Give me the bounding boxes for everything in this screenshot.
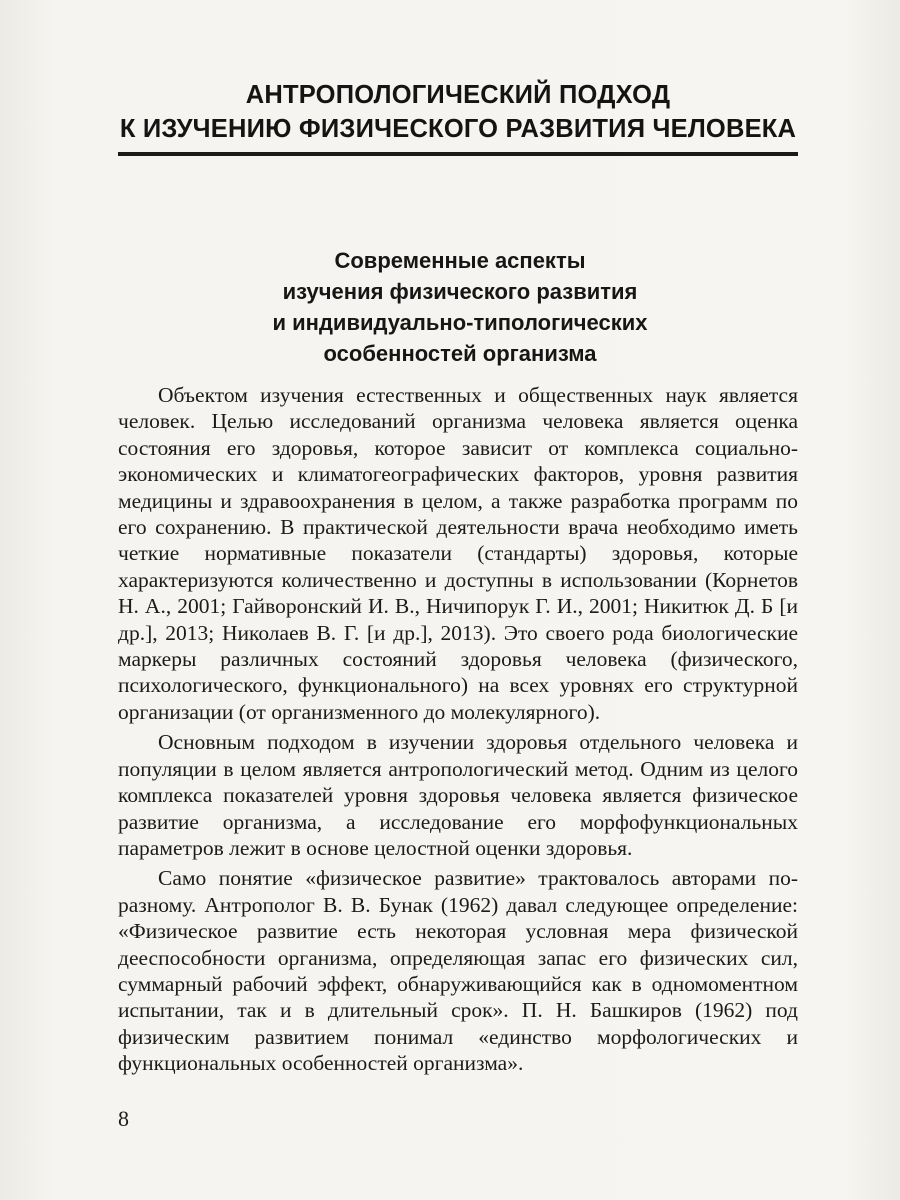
section-heading-line-4: особенностей организма bbox=[323, 341, 597, 366]
section-heading-line-1: Современные аспекты bbox=[334, 248, 586, 273]
body-text bbox=[118, 382, 798, 1081]
paragraph-3: Само понятие «физическое развитие» трактовалось авторами по-разному. Антрополог В. В. Бунак (1962) давал следующее определение: «Физическое развитие есть некоторая условная мера физической дееспособности организма, определяющая запас его физических сил, суммарный рабочий эффект, обнаруживающийся как в одномоментном испытании, так и в длительный срок». П. Н. Башкиров (1962) под физическим развитием понимал «единство морфологических и функциональных особенностей организма». bbox=[118, 866, 798, 1076]
chapter-title-line-2: К ИЗУЧЕНИЮ ФИЗИЧЕСКОГО РАЗВИТИЯ ЧЕЛОВЕКА bbox=[119, 115, 797, 143]
chapter-header bbox=[118, 78, 798, 146]
section-heading-line-3: и индивидуально-типологических bbox=[272, 310, 648, 335]
header-rule bbox=[118, 152, 798, 156]
paragraph-2: Основным подходом в изучении здоровья отдельного человека и популяции в целом является антропологический метод. Одним из целого комплекса показателей уровня здоровья человека является физическое развитие организма, а исследование его морфофункциональных параметров лежит в основе целостной оценки здоровья. bbox=[118, 730, 798, 860]
page-number: 8 bbox=[118, 1106, 129, 1131]
section-heading bbox=[160, 245, 760, 369]
paragraph-1: Объектом изучения естественных и общественных наук является человек. Целью исследований организма человека является оценка состояния его здоровья, которое зависит от комплекса социально-экономических и климатогеографических факторов, уровня развития медицины и здравоохранения в целом, а также разработка программ по его сохранению. В практической деятельности врача необходимо иметь четкие нормативные показатели (стандарты) здоровья, которые характеризуются количественно и доступны в использовании (Корнетов Н. А., 2001; Гайворонский И. В., Ничипорук Г. И., 2001; Никитюк Д. Б [и др.], 2013; Николаев В. Г. [и др.], 2013). Это своего рода биологические маркеры различных состояний здоровья человека (физического, психологического, функционального) на всех уровнях его структурной организации (от организменного до молекулярного). bbox=[118, 383, 798, 724]
chapter-title-line-1: АНТРОПОЛОГИЧЕСКИЙ ПОДХОД bbox=[245, 81, 671, 109]
section-heading-line-2: изучения физического развития bbox=[282, 279, 638, 304]
